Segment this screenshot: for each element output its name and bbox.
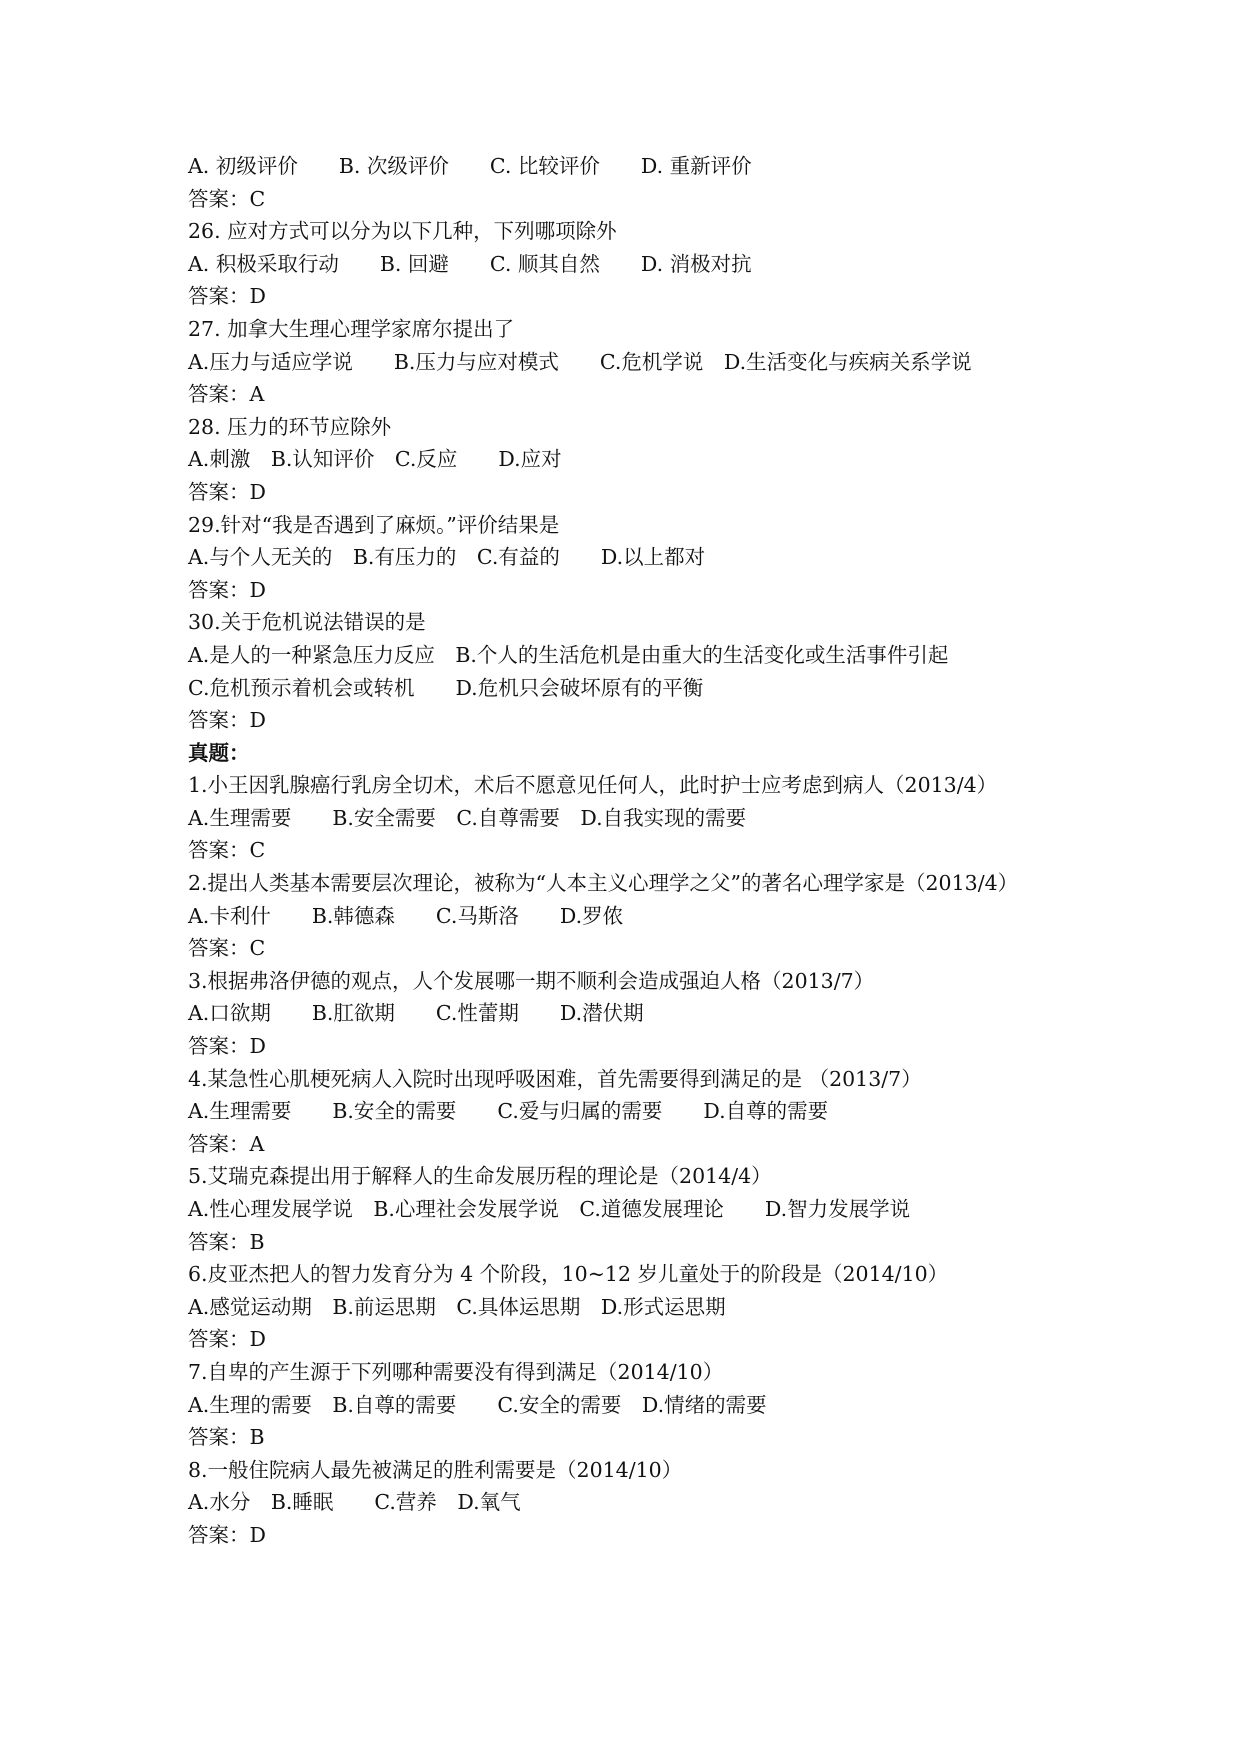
question-line: 1.小王因乳腺癌行乳房全切术，术后不愿意见任何人，此时护士应考虑到病人（2013/4） <box>188 773 998 798</box>
answer-line: 答案：D <box>188 577 266 602</box>
options-line: A.生理的需要 B.自尊的需要 C.安全的需要 D.情绪的需要 <box>188 1392 767 1417</box>
answer-line: 答案：B <box>188 1229 265 1254</box>
question-line: 28. 压力的环节应除外 <box>188 414 392 439</box>
options-line: A.压力与适应学说 B.压力与应对模式 C.危机学说 D.生活变化与疾病关系学说 <box>188 349 972 374</box>
answer-line: 答案：D <box>188 1327 266 1352</box>
options-line: A.口欲期 B.肛欲期 C.性蕾期 D.潜伏期 <box>188 1001 644 1026</box>
options-line: A.生理需要 B.安全的需要 C.爱与归属的需要 D.自尊的需要 <box>188 1099 829 1124</box>
answer-line: 答案：D <box>188 708 266 733</box>
options-line: A.是人的一种紧急压力反应 B.个人的生活危机是由重大的生活变化或生活事件引起 <box>188 642 949 667</box>
options-line: C.危机预示着机会或转机 D.危机只会破坏原有的平衡 <box>188 675 704 700</box>
answer-line: 答案：D <box>188 284 266 309</box>
question-line: 7.自卑的产生源于下列哪种需要没有得到满足（2014/10） <box>188 1359 724 1384</box>
answer-line: 答案：C <box>188 186 266 211</box>
options-line: A.刺激 B.认知评价 C.反应 D.应对 <box>188 447 562 472</box>
question-line: 30.关于危机说法错误的是 <box>188 610 426 635</box>
question-line: 29.针对“我是否遇到了麻烦。”评价结果是 <box>188 512 560 537</box>
answer-line: 答案：A <box>188 382 265 407</box>
question-line: 2.提出人类基本需要层次理论，被称为“人本主义心理学之父”的著名心理学家是（2013/4） <box>188 871 1019 896</box>
options-line: A.与个人无关的 B.有压力的 C.有益的 D.以上都对 <box>188 545 706 570</box>
question-line: 5.艾瑞克森提出用于解释人的生命发展历程的理论是（2014/4） <box>188 1164 772 1189</box>
options-line: A. 初级评价 B. 次级评价 C. 比较评价 D. 重新评价 <box>188 154 752 178</box>
question-line: 4.某急性心肌梗死病人入院时出现呼吸困难，首先需要得到满足的是 （2013/7） <box>188 1066 922 1091</box>
options-line: A.感觉运动期 B.前运思期 C.具体运思期 D.形式运思期 <box>188 1294 726 1319</box>
question-line: 6.皮亚杰把人的智力发育分为 4 个阶段，10~12 岁儿童处于的阶段是（2014/10） <box>188 1262 949 1287</box>
document-body <box>188 150 1088 1552</box>
question-line: 27. 加拿大生理心理学家席尔提出了 <box>188 316 515 341</box>
options-line: A.性心理发展学说 B.心理社会发展学说 C.道德发展理论 D.智力发展学说 <box>188 1197 911 1221</box>
answer-line: 答案：C <box>188 936 266 961</box>
answer-line: 答案：D <box>188 479 266 504</box>
options-line: A. 积极采取行动 B. 回避 C. 顺其自然 D. 消极对抗 <box>188 251 752 276</box>
answer-line: 答案：B <box>188 1425 265 1450</box>
answer-line: 答案：D <box>188 1522 266 1547</box>
options-line: A.水分 B.睡眠 C.营养 D.氧气 <box>188 1490 521 1515</box>
question-line: 3.根据弗洛伊德的观点，人个发展哪一期不顺利会造成强迫人格（2013/7） <box>188 968 875 993</box>
answer-line: 答案：C <box>188 838 266 863</box>
options-line: A.卡利什 B.韩德森 C.马斯洛 D.罗侬 <box>188 903 624 928</box>
question-line: 26. 应对方式可以分为以下几种，下列哪项除外 <box>188 219 617 244</box>
options-line: A.生理需要 B.安全需要 C.自尊需要 D.自我实现的需要 <box>188 805 747 830</box>
section-heading: 真题： <box>188 740 250 765</box>
answer-line: 答案：D <box>188 1034 266 1059</box>
question-line: 8.一般住院病人最先被满足的胜利需要是（2014/10） <box>188 1457 683 1482</box>
answer-line: 答案：A <box>188 1131 265 1156</box>
